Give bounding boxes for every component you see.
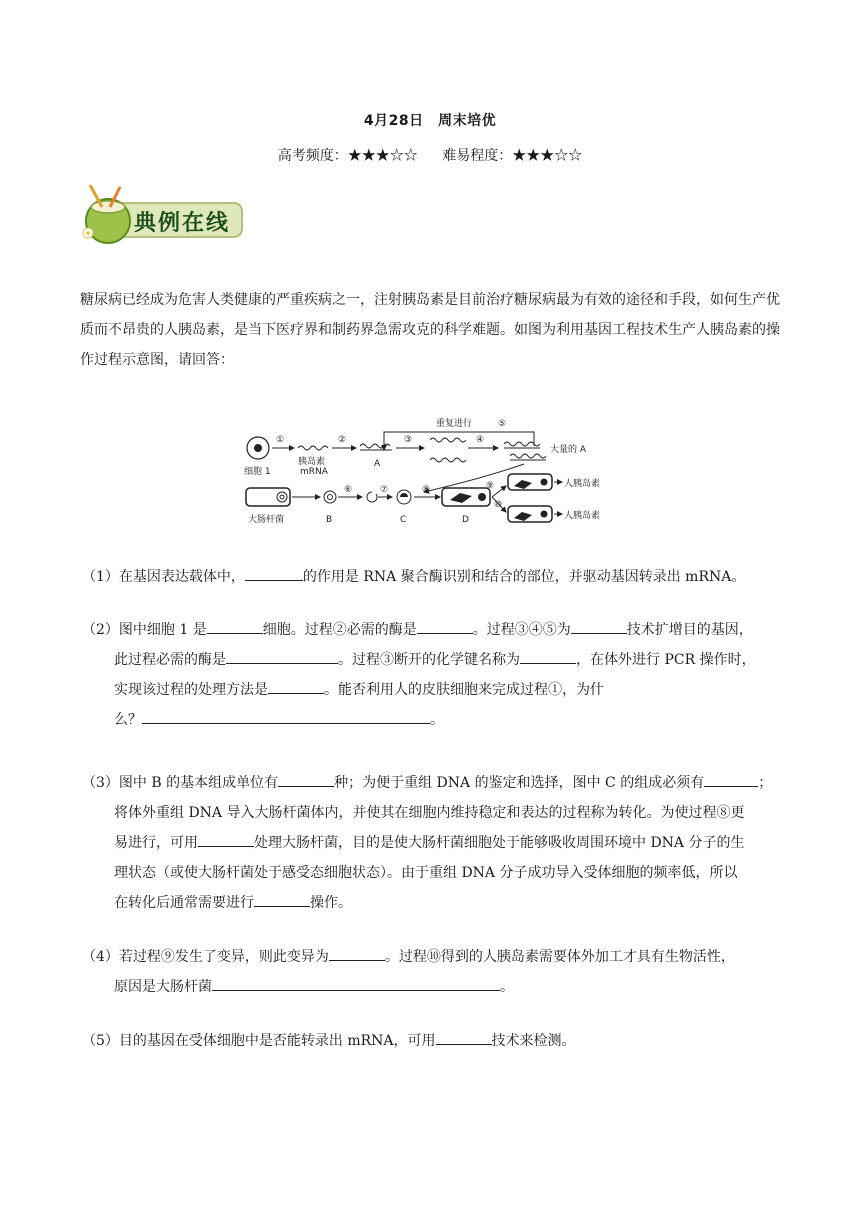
ecoli-label: 大肠杆菌 — [248, 515, 285, 525]
insulin-label-1: 人胰岛素 — [564, 479, 601, 489]
answer-blank — [704, 772, 758, 787]
answer-blank — [198, 832, 254, 847]
question-3 — [82, 768, 788, 918]
question-text — [82, 972, 788, 1002]
answer-blank — [436, 1030, 492, 1045]
question-text — [82, 888, 788, 918]
question-text: 。过程③④⑤为 — [472, 622, 571, 638]
step-1: ① — [276, 435, 285, 445]
question-text: 将体外重组 DNA 导入大肠杆菌体内，并使其在细胞内维持稳定和表达的过程称为转化。为使过程⑧更 — [114, 805, 745, 821]
question-text: 实现该过程的处理方法是 — [114, 682, 268, 698]
question-text: 。 — [500, 979, 514, 995]
step-3: ③ — [404, 435, 413, 445]
question-5 — [82, 1026, 788, 1056]
question-text: 理状态（或使大肠杆菌处于感受态细胞状态）。由于重组 DNA 分子成功导入受体细胞的频率低，所以 — [114, 865, 738, 881]
question-text: 。 — [430, 712, 444, 728]
question-text: 。能否利用人的皮肤细胞来完成过程①，为什 — [324, 682, 604, 698]
a-label: A — [374, 459, 381, 469]
question-text — [82, 828, 788, 858]
repeat-label: 重复进行 — [436, 419, 473, 429]
intro-paragraph: 糖尿病已经成为危害人类健康的严重疾病之一，注射胰岛素是目前治疗糖尿病最为有效的途径和手段，如何生产优质而不昂贵的人胰岛素，是当下医疗界和制药界急需攻克的科学难题。如图为利用基因工程技术生产人胰岛素的操作过程示意图，请回答： — [80, 292, 780, 368]
question-text: 。过程⑩得到的人胰岛素需要体外加工才具有生物活性， — [384, 949, 735, 965]
answer-blank — [417, 619, 473, 634]
step-8: ⑧ — [422, 485, 431, 495]
answer-blank — [268, 679, 324, 694]
step-10: ⑩ — [494, 500, 503, 510]
step-7: ⑦ — [380, 485, 389, 495]
question-text — [82, 675, 788, 705]
question-text: 细胞。过程②必需的酶是 — [262, 622, 417, 638]
question-text: 么？ — [114, 712, 142, 728]
genetic-engineering-diagram — [244, 408, 624, 536]
c-label: C — [400, 515, 407, 525]
step-5: ⑤ — [498, 419, 507, 429]
mrna-label-2: mRNA — [300, 467, 328, 477]
answer-blank — [226, 649, 338, 664]
step-2: ② — [338, 435, 347, 445]
difficulty-rating: 难易程度：★★★☆☆ — [442, 148, 583, 164]
question-text: 的作用是 RNA 聚合酶识别和结合的部位，并驱动基因转录出 mRNA。 — [302, 569, 746, 585]
question-text: ，在体外进行 PCR 操作时， — [576, 652, 756, 668]
answer-blank — [245, 566, 303, 581]
question-text — [82, 645, 788, 675]
question-text: （2）图中细胞 1 是 — [82, 622, 207, 638]
question-text: （3）图中 B 的基本组成单位有 — [82, 775, 279, 791]
question-1 — [82, 562, 788, 592]
b-label: B — [326, 515, 333, 525]
example-badge — [76, 183, 246, 247]
answer-blank — [329, 946, 385, 961]
question-text: 种；为便于重组 DNA 的鉴定和选择，图中 C 的组成必须有 — [334, 775, 705, 791]
mrna-label-1: 胰岛素 — [298, 457, 326, 467]
question-text: 技术扩增目的基因， — [626, 622, 753, 638]
d-label: D — [462, 515, 469, 525]
insulin-label-2: 人胰岛素 — [564, 511, 601, 521]
many-a-label: 大量的 A — [550, 445, 587, 455]
badge-label: 典例在线 — [134, 211, 231, 236]
question-text: 在转化后通常需要进行 — [114, 895, 254, 911]
question-text — [82, 705, 788, 735]
answer-blank — [520, 649, 576, 664]
question-text: 。过程③断开的化学键名称为 — [338, 652, 520, 668]
question-text: 此过程必需的酶是 — [114, 652, 226, 668]
answer-blank — [254, 892, 310, 907]
question-text: 原因是大肠杆菌 — [114, 979, 212, 995]
question-text: 处理大肠杆菌，目的是使大肠杆菌细胞处于能够吸收周围环境中 DNA 分子的生 — [254, 835, 745, 851]
question-text: 操作。 — [310, 895, 352, 911]
page-title: 4月28日 周末培优 — [363, 113, 497, 129]
answer-blank — [571, 619, 627, 634]
question-text: 技术来检测。 — [491, 1033, 576, 1049]
answer-blank — [278, 772, 334, 787]
question-text: （4）若过程⑨发生了变异，则此变异为 — [82, 949, 329, 965]
frequency-rating: 高考频度：★★★☆☆ — [277, 148, 418, 164]
mrna-wave — [298, 446, 328, 450]
question-text: （1）在基因表达载体中， — [82, 569, 245, 585]
question-text: （5）目的基因在受体细胞中是否能转录出 mRNA，可用 — [82, 1033, 436, 1049]
step-6: ⑥ — [344, 485, 353, 495]
step-4: ④ — [476, 435, 485, 445]
answer-blank — [207, 619, 263, 634]
cell-1-label: 细胞 1 — [244, 467, 271, 477]
question-2 — [82, 615, 788, 735]
rating-line — [0, 145, 860, 165]
step-9: ⑨ — [486, 481, 495, 491]
question-text: 易进行，可用 — [114, 835, 198, 851]
question-4 — [82, 942, 788, 1002]
question-text: ； — [758, 775, 773, 791]
answer-blank — [212, 976, 500, 991]
answer-blank — [142, 709, 430, 724]
